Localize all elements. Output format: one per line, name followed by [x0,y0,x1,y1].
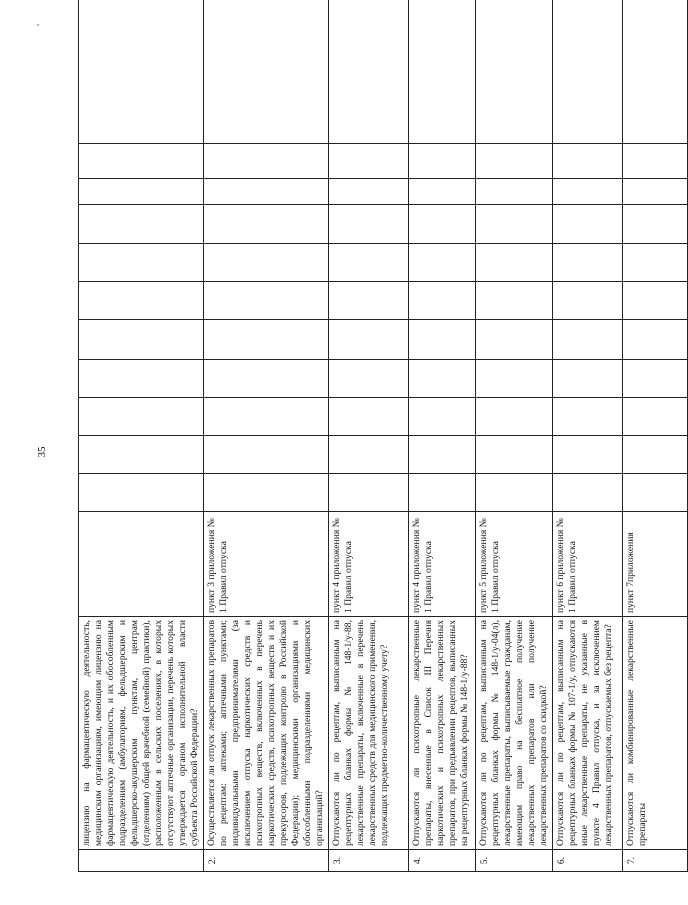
row-number: 3. [329,850,409,872]
row-number: 4. [409,850,476,872]
answer-cell [553,320,623,360]
answer-cell [553,398,623,436]
answer-cell [204,244,329,282]
answer-cell [623,179,688,205]
question-text: Осуществляется ли отпуск лекарственных препаратов по рецептам: аптеками; аптечными пунктами; индивидуальными предпринимателями (за исключением отпуска наркотических средств и психотропных веществ, включенных в перечень наркотических средств, психотропных веществ и их прекурсоров, подлежащих контролю в Российской Федерации); медицинскими организациями и обособленными подразделениями медицинских организаций? [204,617,329,850]
answer-cell [476,179,553,205]
answer-cell [329,179,409,205]
question-text: Отпускаются ли по рецептам, выписанным на рецептурных бланках формы № 148-1/у-88, лекарственные препараты, включенные в перечень лекарственных средств для медицинского применения, подлежащих предметно-количественному учету? [329,617,409,850]
answer-cell [204,282,329,320]
answer-cell [79,320,204,360]
answer-cell [623,144,688,179]
answer-cell [409,320,476,360]
answer-cell [329,205,409,244]
answer-cell [204,320,329,360]
answer-cell [329,398,409,436]
answer-cell [476,282,553,320]
answer-cell [204,436,329,474]
answer-cell [553,179,623,205]
answer-cell [329,474,409,512]
answer-cell [623,436,688,474]
requirement-reference [79,512,204,617]
notes-cell [329,0,409,144]
requirement-reference: пункт 3 приложения № 1 Правил отпуска [204,512,329,617]
answer-cell [79,244,204,282]
answer-cell [79,144,204,179]
answer-cell [204,205,329,244]
notes-cell [79,0,204,144]
answer-cell [409,244,476,282]
answer-cell [409,360,476,398]
answer-cell [79,282,204,320]
notes-cell [553,0,623,144]
answer-cell [409,436,476,474]
question-text: Отпускаются ли по рецептам, выписанным на рецептурных бланках формы № 107-1/у, отпускаются иные лекарственные препараты, не указанные в пункте 4 Правил отпуска, и за исключением лекарственных препаратов, отпускаемых без рецепта? [553,617,623,850]
answer-cell [79,398,204,436]
row-number: 6. [553,850,623,872]
answer-cell [204,179,329,205]
answer-cell [476,320,553,360]
answer-cell [329,360,409,398]
answer-cell [79,205,204,244]
answer-cell [204,144,329,179]
answer-cell [204,398,329,436]
notes-cell [409,0,476,144]
table-row [623,0,688,872]
answer-cell [79,360,204,398]
answer-cell [553,144,623,179]
page-number: 35 [36,446,48,458]
answer-cell [476,474,553,512]
row-number: 7. [623,850,688,872]
answer-cell [329,144,409,179]
table-row [476,0,553,872]
scan-artifact-dot [37,24,39,26]
answer-cell [476,244,553,282]
table-row [79,0,204,872]
question-text: Отпускаются ли комбинированные лекарственные препараты [623,617,688,850]
notes-cell [204,0,329,144]
answer-cell [623,282,688,320]
answer-cell [623,205,688,244]
answer-cell [409,398,476,436]
answer-cell [476,144,553,179]
checklist-table-rotated [78,32,648,872]
answer-cell [409,144,476,179]
row-number [79,850,204,872]
answer-cell [409,179,476,205]
question-text: Отпускаются ли по рецептам, выписанным на рецептурных бланках формы № 148-1/у-04(л), лекарственные препараты, выписываемые гражданам, имеющим право на бесплатное получение лекарственных препаратов или получение лекарственных препаратов со скидкой? [476,617,553,850]
answer-cell [476,205,553,244]
answer-cell [623,244,688,282]
answer-cell [553,282,623,320]
answer-cell [409,474,476,512]
answer-cell [204,474,329,512]
answer-cell [79,179,204,205]
answer-cell [623,474,688,512]
row-number: 2. [204,850,329,872]
answer-cell [409,205,476,244]
answer-cell [623,360,688,398]
notes-cell [476,0,553,144]
requirement-reference: пункт 4 приложения № 1 Правил отпуска [409,512,476,617]
answer-cell [553,436,623,474]
table-row [204,0,329,872]
table-row [553,0,623,872]
requirement-reference: пункт 4 приложения № 1 Правил отпуска [329,512,409,617]
answer-cell [623,320,688,360]
answer-cell [553,360,623,398]
checklist-table [78,0,688,872]
answer-cell [329,320,409,360]
question-text: Отпускаются ли психотропные лекарственные препараты, внесенные в Список III Перечня наркотических и психотропных лекарственных препаратов, при предъявлении рецептов, выписанных на рецептурных бланках формы № 148-1/у-88? [409,617,476,850]
requirement-reference: пункт 7приложения [623,512,688,617]
answer-cell [329,282,409,320]
answer-cell [79,436,204,474]
answer-cell [329,436,409,474]
notes-cell [623,0,688,144]
answer-cell [204,360,329,398]
answer-cell [476,360,553,398]
row-number: 5. [476,850,553,872]
question-text: лицензию на фармацевтическую деятельность, медицинским организациям, имеющим лицензию на фармацевтическую деятельность, и их обособленным подразделениям (амбулаториям, фельдшерским и фельдшерско-акушерским пунктам, центрам (отделениям) общей врачебной (семейной) практики), расположенным в сельских поселениях, в которых отсутствуют аптечные организации, перечень которых утверждается органом исполнительной власти субъекта Российской Федерации? [79,617,204,850]
table-row [409,0,476,872]
answer-cell [476,436,553,474]
requirement-reference: пункт 6 приложения № 1 Правил отпуска [553,512,623,617]
answer-cell [553,244,623,282]
answer-cell [329,244,409,282]
table-row [329,0,409,872]
requirement-reference: пункт 5 приложения № 1 Правил отпуска [476,512,553,617]
answer-cell [409,282,476,320]
answer-cell [79,474,204,512]
answer-cell [623,398,688,436]
answer-cell [553,205,623,244]
answer-cell [476,398,553,436]
answer-cell [553,474,623,512]
